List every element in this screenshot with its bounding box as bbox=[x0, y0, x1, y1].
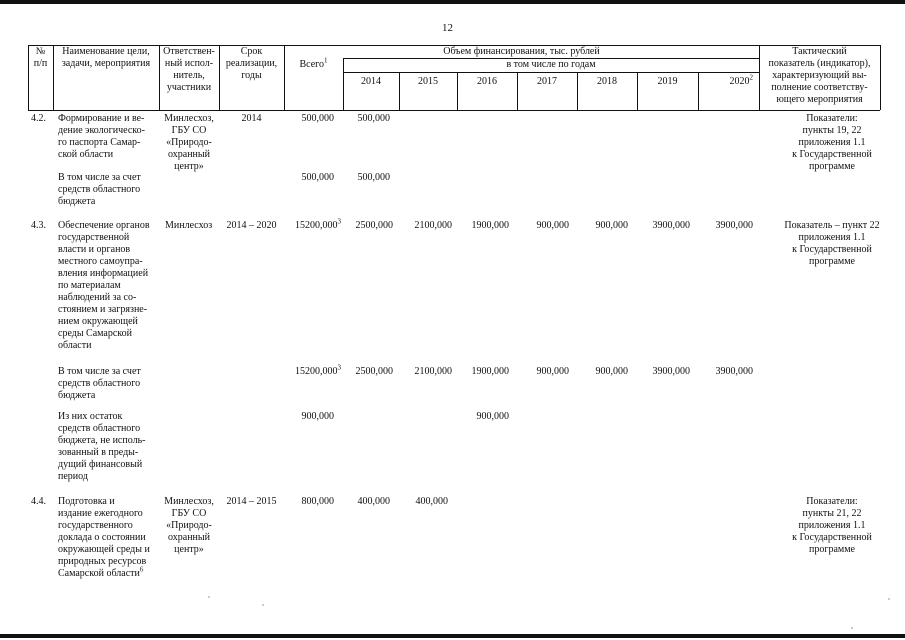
row-total: 15200,000$^3$ bbox=[295, 363, 341, 377]
row-indicator: Показатели: пункты 19, 22 приложения 1.1 к Государственной программе bbox=[792, 113, 872, 172]
row-responsible: Минлесхоз, ГБУ СО «Природо- охранный центр» bbox=[164, 113, 214, 172]
scan-speck bbox=[851, 627, 853, 629]
row-total: 15200,000$^3$ bbox=[295, 217, 341, 231]
page-bottom-edge bbox=[0, 634, 905, 638]
row-2016: 900,000 bbox=[476, 411, 509, 422]
header-year-2017: 2017 bbox=[537, 76, 557, 87]
header-year-2020: 2020$^2$ bbox=[729, 73, 753, 87]
row-total: 500,000 bbox=[301, 113, 334, 124]
row-2018: 900,000 bbox=[595, 366, 628, 377]
row-term: 2014 – 2015 bbox=[226, 496, 277, 507]
row-2015: 2100,000 bbox=[414, 366, 452, 377]
row-2017: 900,000 bbox=[536, 366, 569, 377]
header-num: № п/п bbox=[33, 46, 48, 69]
header-indicator: Тактический показатель (индикатор), характеризующий вы- полнение соответству- ющего мероприятия bbox=[768, 46, 871, 105]
row-total: 800,000 bbox=[301, 496, 334, 507]
row-num: 4.3. bbox=[31, 220, 46, 231]
row-indicator: Показатели: пункты 21, 22 приложения 1.1 к Государственной программе bbox=[792, 496, 872, 555]
page-top-edge bbox=[0, 0, 905, 4]
row-2014: 500,000 bbox=[357, 172, 390, 183]
row-2020: 3900,000 bbox=[715, 220, 753, 231]
row-num: 4.2. bbox=[31, 113, 46, 124]
header-funding: Объем финансирования, тыс. рублей bbox=[443, 46, 600, 57]
header-year-2019: 2019 bbox=[657, 76, 678, 87]
row-2016: 1900,000 bbox=[471, 220, 509, 231]
scan-speck bbox=[208, 596, 210, 598]
row-2017: 900,000 bbox=[536, 220, 569, 231]
row-name: В том числе за счет средств областного бюджета bbox=[58, 172, 141, 207]
header-total: Всего$^1$ bbox=[299, 56, 328, 70]
header-name: Наименование цели, задачи, мероприятия bbox=[61, 46, 151, 69]
row-2014: 500,000 bbox=[357, 113, 390, 124]
row-term: 2014 bbox=[241, 113, 262, 124]
header-year-2014: 2014 bbox=[361, 76, 381, 87]
row-name: Из них остаток средств областного бюджета, не исполь- зованный в преды- дущий финансовый период bbox=[58, 411, 146, 482]
header-responsible: Ответствен- ный испол- нитель, участники bbox=[163, 46, 215, 93]
header-term: Срок реализации, годы bbox=[225, 46, 278, 81]
header-by-year: в том числе по годам bbox=[506, 59, 596, 70]
header-year-2016: 2016 bbox=[477, 76, 497, 87]
scan-speck bbox=[888, 598, 890, 600]
row-name: Подготовка и издание ежегодного государственного доклада о состоянии окружающей среды и природных ресурсов Самарской области$^6$ bbox=[58, 496, 150, 579]
row-name: Формирование и ве- дение экологическо- го паспорта Самар- ской области bbox=[58, 113, 145, 160]
page-number: 12 bbox=[442, 22, 453, 34]
row-2018: 900,000 bbox=[595, 220, 628, 231]
row-2014: 2500,000 bbox=[355, 220, 393, 231]
row-total: 500,000 bbox=[301, 172, 334, 183]
row-name: В том числе за счет средств областного бюджета bbox=[58, 366, 141, 401]
row-term: 2014 – 2020 bbox=[226, 220, 277, 231]
header-year-2018: 2018 bbox=[597, 76, 617, 87]
row-2015: 400,000 bbox=[415, 496, 448, 507]
row-2020: 3900,000 bbox=[715, 366, 753, 377]
scan-speck bbox=[262, 604, 264, 606]
row-responsible: Минлесхоз, ГБУ СО «Природо- охранный центр» bbox=[164, 496, 214, 555]
row-2019: 3900,000 bbox=[652, 220, 690, 231]
row-2014: 2500,000 bbox=[355, 366, 393, 377]
row-2015: 2100,000 bbox=[414, 220, 452, 231]
row-indicator: Показатель – пункт 22 приложения 1.1 к Государственной программе bbox=[784, 220, 880, 267]
header-year-2015: 2015 bbox=[418, 76, 438, 87]
row-2016: 1900,000 bbox=[471, 366, 509, 377]
row-total: 900,000 bbox=[301, 411, 334, 422]
row-2019: 3900,000 bbox=[652, 366, 690, 377]
row-num: 4.4. bbox=[31, 496, 46, 507]
row-2014: 400,000 bbox=[357, 496, 390, 507]
row-responsible: Минлесхоз bbox=[165, 220, 213, 231]
row-name: Обеспечение органов государственной власти и органов местного самоупра- вления информацией по материалам наблюдений за со- стоянием и загрязне- нием окружающей среды Самарской области bbox=[58, 220, 150, 351]
